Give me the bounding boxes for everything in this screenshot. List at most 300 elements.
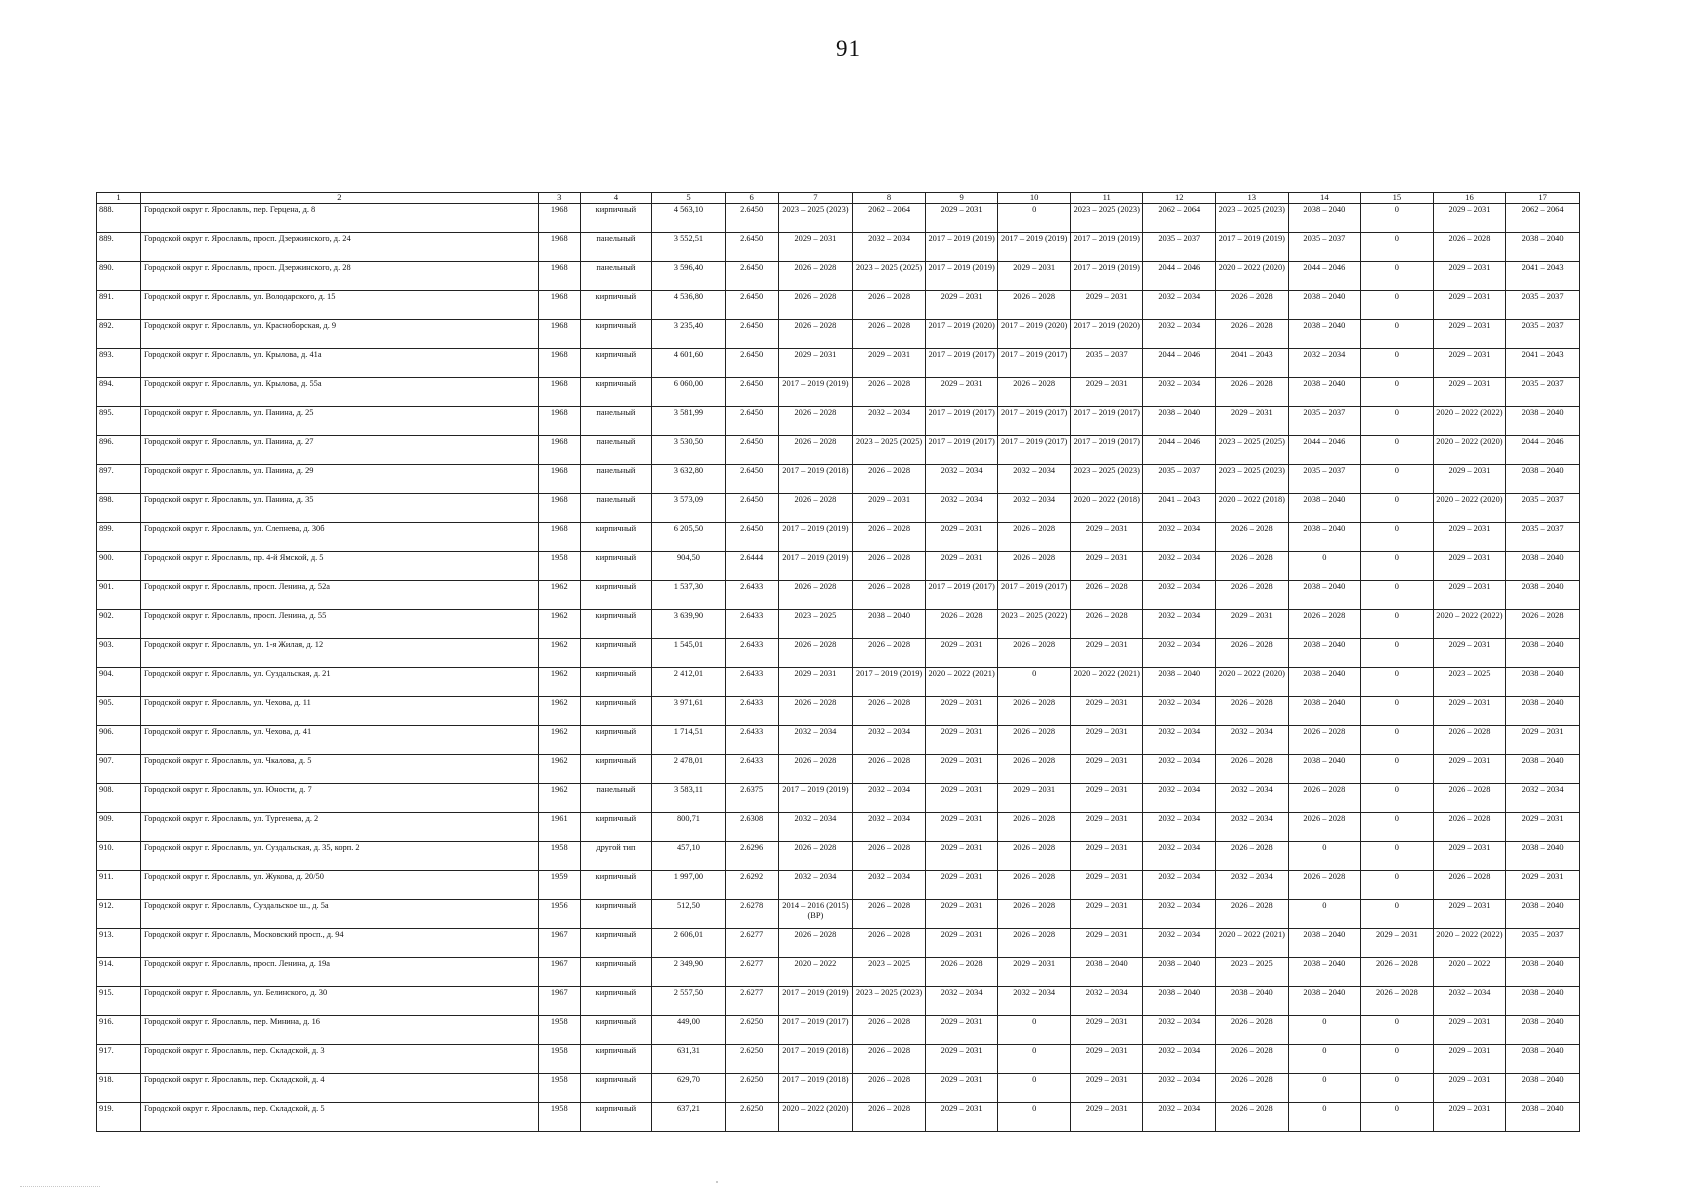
row-number: 908. [97,784,141,813]
cell-col-10: 2026 – 2028 [998,523,1071,552]
cell-col-8: 2026 – 2028 [853,1016,926,1045]
cell-col-8: 2032 – 2034 [853,726,926,755]
cell-col-11: 2038 – 2040 [1070,958,1143,987]
cell-col-5: 3 573,09 [652,494,726,523]
table-row [97,1103,1580,1132]
row-number: 919. [97,1103,141,1132]
cell-col-4: панельный [580,436,651,465]
cell-col-9: 2029 – 2031 [925,1045,998,1074]
cell-col-8: 2026 – 2028 [853,465,926,494]
cell-col-6: 2.6450 [725,378,778,407]
cell-col-10: 0 [998,1074,1071,1103]
cell-col-4: кирпичный [580,726,651,755]
cell-col-11: 2029 – 2031 [1070,291,1143,320]
cell-col-12: 2032 – 2034 [1143,1074,1216,1103]
cell-col-3: 1968 [538,436,580,465]
cell-col-7: 2026 – 2028 [778,697,853,726]
cell-col-9: 2017 – 2019 (2017) [925,581,998,610]
cell-col-16: 2029 – 2031 [1433,204,1506,233]
cell-col-9: 2029 – 2031 [925,726,998,755]
cell-col-5: 3 971,61 [652,697,726,726]
table-row [97,1045,1580,1074]
row-number: 903. [97,639,141,668]
column-header-17: 17 [1506,193,1580,204]
cell-col-6: 2.6450 [725,233,778,262]
cell-col-6: 2.6277 [725,929,778,958]
cell-col-16: 2026 – 2028 [1433,813,1506,842]
cell-col-11: 2029 – 2031 [1070,755,1143,784]
cell-col-10: 2017 – 2019 (2019) [998,233,1071,262]
column-header-16: 16 [1433,193,1506,204]
cell-col-8: 2026 – 2028 [853,929,926,958]
cell-col-4: кирпичный [580,1103,651,1132]
cell-col-3: 1958 [538,1016,580,1045]
cell-col-15: 0 [1361,639,1434,668]
row-number: 915. [97,987,141,1016]
cell-col-5: 3 235,40 [652,320,726,349]
cell-col-7: 2017 – 2019 (2019) [778,552,853,581]
cell-col-6: 2.6308 [725,813,778,842]
cell-col-14: 2026 – 2028 [1288,726,1361,755]
cell-col-11: 2029 – 2031 [1070,784,1143,813]
cell-col-14: 0 [1288,1103,1361,1132]
cell-col-17: 2038 – 2040 [1506,1016,1580,1045]
address-cell: Городской округ г. Ярославль, Суздальское ш., д. 5а [140,900,538,929]
cell-col-16: 2026 – 2028 [1433,871,1506,900]
table-row [97,465,1580,494]
cell-col-9: 2032 – 2034 [925,987,998,1016]
cell-col-11: 2029 – 2031 [1070,639,1143,668]
cell-col-16: 2029 – 2031 [1433,1016,1506,1045]
cell-col-14: 2038 – 2040 [1288,639,1361,668]
table-row [97,1016,1580,1045]
cell-col-5: 4 563,10 [652,204,726,233]
address-cell: Городской округ г. Ярославль, пер. Складской, д. 4 [140,1074,538,1103]
address-cell: Городской округ г. Ярославль, ул. Панина, д. 35 [140,494,538,523]
cell-col-16: 2029 – 2031 [1433,320,1506,349]
cell-col-8: 2062 – 2064 [853,204,926,233]
cell-col-5: 904,50 [652,552,726,581]
cell-col-9: 2017 – 2019 (2017) [925,436,998,465]
cell-col-7: 2026 – 2028 [778,842,853,871]
table-row [97,523,1580,552]
cell-col-13: 2032 – 2034 [1216,871,1289,900]
cell-col-10: 2029 – 2031 [998,262,1071,291]
cell-col-17: 2038 – 2040 [1506,407,1580,436]
row-number: 889. [97,233,141,262]
row-number: 901. [97,581,141,610]
cell-col-3: 1968 [538,349,580,378]
cell-col-6: 2.6292 [725,871,778,900]
table-row [97,233,1580,262]
cell-col-10: 2026 – 2028 [998,552,1071,581]
cell-col-9: 2029 – 2031 [925,291,998,320]
address-cell: Городской округ г. Ярославль, ул. Белинского, д. 30 [140,987,538,1016]
cell-col-7: 2029 – 2031 [778,349,853,378]
cell-col-17: 2038 – 2040 [1506,581,1580,610]
cell-col-10: 0 [998,668,1071,697]
row-number: 902. [97,610,141,639]
cell-col-7: 2032 – 2034 [778,813,853,842]
cell-col-11: 2017 – 2019 (2019) [1070,233,1143,262]
page-number: 91 [836,36,861,61]
cell-col-14: 2038 – 2040 [1288,494,1361,523]
cell-col-11: 2029 – 2031 [1070,1103,1143,1132]
cell-col-14: 2038 – 2040 [1288,929,1361,958]
cell-col-4: кирпичный [580,755,651,784]
cell-col-11: 2029 – 2031 [1070,523,1143,552]
cell-col-8: 2032 – 2034 [853,871,926,900]
cell-col-10: 0 [998,1103,1071,1132]
cell-col-10: 0 [998,204,1071,233]
cell-col-5: 2 606,01 [652,929,726,958]
address-cell: Городской округ г. Ярославль, просп. Ленина, д. 52а [140,581,538,610]
cell-col-6: 2.6277 [725,958,778,987]
cell-col-4: кирпичный [580,958,651,987]
cell-col-5: 637,21 [652,1103,726,1132]
cell-col-12: 2032 – 2034 [1143,1016,1216,1045]
cell-col-7: 2017 – 2019 (2019) [778,987,853,1016]
cell-col-6: 2.6450 [725,523,778,552]
cell-col-8: 2026 – 2028 [853,552,926,581]
address-cell: Городской округ г. Ярославль, ул. Крылова, д. 55а [140,378,538,407]
cell-col-15: 0 [1361,726,1434,755]
cell-col-9: 2029 – 2031 [925,523,998,552]
cell-col-15: 0 [1361,1016,1434,1045]
address-cell: Городской округ г. Ярославль, пр. 4-й Ямской, д. 5 [140,552,538,581]
cell-col-17: 2038 – 2040 [1506,755,1580,784]
row-number: 892. [97,320,141,349]
cell-col-17: 2035 – 2037 [1506,523,1580,552]
cell-col-13: 2020 – 2022 (2020) [1216,262,1289,291]
cell-col-9: 2029 – 2031 [925,900,998,929]
cell-col-15: 0 [1361,610,1434,639]
table-row [97,204,1580,233]
address-cell: Городской округ г. Ярославль, ул. Володарского, д. 15 [140,291,538,320]
cell-col-4: кирпичный [580,1016,651,1045]
cell-col-14: 2038 – 2040 [1288,291,1361,320]
cell-col-10: 2026 – 2028 [998,697,1071,726]
cell-col-13: 2041 – 2043 [1216,349,1289,378]
cell-col-4: кирпичный [580,378,651,407]
column-header-12: 12 [1143,193,1216,204]
address-cell: Городской округ г. Ярославль, ул. Слепнева, д. 30б [140,523,538,552]
cell-col-13: 2023 – 2025 (2025) [1216,436,1289,465]
scan-artifact-dot [716,1181,718,1183]
column-header-2: 2 [140,193,538,204]
cell-col-11: 2020 – 2022 (2018) [1070,494,1143,523]
cell-col-8: 2029 – 2031 [853,349,926,378]
cell-col-7: 2020 – 2022 (2020) [778,1103,853,1132]
cell-col-3: 1958 [538,842,580,871]
table-row [97,697,1580,726]
cell-col-17: 2038 – 2040 [1506,697,1580,726]
cell-col-14: 0 [1288,1074,1361,1103]
table-row [97,552,1580,581]
cell-col-3: 1967 [538,929,580,958]
cell-col-3: 1958 [538,1045,580,1074]
cell-col-9: 2029 – 2031 [925,378,998,407]
cell-col-8: 2026 – 2028 [853,378,926,407]
cell-col-12: 2044 – 2046 [1143,262,1216,291]
cell-col-12: 2032 – 2034 [1143,784,1216,813]
cell-col-16: 2026 – 2028 [1433,726,1506,755]
address-cell: Городской округ г. Ярославль, ул. 1-я Жилая, д. 12 [140,639,538,668]
cell-col-6: 2.6450 [725,204,778,233]
cell-col-7: 2026 – 2028 [778,291,853,320]
cell-col-11: 2023 – 2025 (2023) [1070,204,1143,233]
cell-col-11: 2029 – 2031 [1070,697,1143,726]
address-cell: Городской округ г. Ярославль, ул. Суздальская, д. 35, корп. 2 [140,842,538,871]
cell-col-15: 0 [1361,407,1434,436]
cell-col-6: 2.6450 [725,262,778,291]
cell-col-10: 2017 – 2019 (2017) [998,436,1071,465]
cell-col-7: 2017 – 2019 (2018) [778,1045,853,1074]
cell-col-15: 0 [1361,262,1434,291]
cell-col-7: 2029 – 2031 [778,233,853,262]
cell-col-12: 2032 – 2034 [1143,639,1216,668]
cell-col-12: 2038 – 2040 [1143,987,1216,1016]
cell-col-5: 2 412,01 [652,668,726,697]
cell-col-13: 2026 – 2028 [1216,900,1289,929]
row-number: 904. [97,668,141,697]
cell-col-12: 2032 – 2034 [1143,755,1216,784]
cell-col-12: 2038 – 2040 [1143,407,1216,436]
cell-col-17: 2038 – 2040 [1506,842,1580,871]
cell-col-17: 2038 – 2040 [1506,552,1580,581]
header-row [97,193,1580,204]
cell-col-16: 2029 – 2031 [1433,842,1506,871]
cell-col-9: 2029 – 2031 [925,842,998,871]
cell-col-3: 1968 [538,494,580,523]
cell-col-3: 1961 [538,813,580,842]
cell-col-15: 0 [1361,813,1434,842]
cell-col-16: 2020 – 2022 (2022) [1433,407,1506,436]
cell-col-10: 2026 – 2028 [998,639,1071,668]
cell-col-16: 2023 – 2025 [1433,668,1506,697]
row-number: 896. [97,436,141,465]
cell-col-17: 2026 – 2028 [1506,610,1580,639]
cell-col-8: 2026 – 2028 [853,697,926,726]
cell-col-4: кирпичный [580,610,651,639]
row-number: 894. [97,378,141,407]
cell-col-4: кирпичный [580,697,651,726]
column-header-10: 10 [998,193,1071,204]
address-cell: Городской округ г. Ярославль, просп. Дзержинского, д. 24 [140,233,538,262]
cell-col-11: 2023 – 2025 (2023) [1070,465,1143,494]
cell-col-13: 2026 – 2028 [1216,1045,1289,1074]
cell-col-8: 2017 – 2019 (2019) [853,668,926,697]
cell-col-13: 2032 – 2034 [1216,784,1289,813]
address-cell: Городской округ г. Ярославль, просп. Ленина, д. 55 [140,610,538,639]
cell-col-15: 0 [1361,552,1434,581]
cell-col-4: кирпичный [580,581,651,610]
cell-col-8: 2026 – 2028 [853,320,926,349]
address-cell: Городской округ г. Ярославль, ул. Крылова, д. 41а [140,349,538,378]
cell-col-4: кирпичный [580,552,651,581]
cell-col-8: 2026 – 2028 [853,1074,926,1103]
cell-col-12: 2032 – 2034 [1143,900,1216,929]
table-row [97,291,1580,320]
cell-col-7: 2026 – 2028 [778,929,853,958]
cell-col-6: 2.6450 [725,494,778,523]
cell-col-16: 2029 – 2031 [1433,378,1506,407]
cell-col-4: кирпичный [580,871,651,900]
cell-col-5: 3 583,11 [652,784,726,813]
cell-col-13: 2023 – 2025 (2023) [1216,465,1289,494]
cell-col-3: 1962 [538,581,580,610]
cell-col-12: 2044 – 2046 [1143,349,1216,378]
column-header-13: 13 [1216,193,1289,204]
row-number: 906. [97,726,141,755]
address-cell: Городской округ г. Ярославль, ул. Юности, д. 7 [140,784,538,813]
cell-col-13: 2038 – 2040 [1216,987,1289,1016]
cell-col-7: 2026 – 2028 [778,639,853,668]
cell-col-17: 2038 – 2040 [1506,1045,1580,1074]
cell-col-6: 2.6433 [725,697,778,726]
cell-col-4: кирпичный [580,1045,651,1074]
row-number: 907. [97,755,141,784]
cell-col-8: 2026 – 2028 [853,291,926,320]
cell-col-15: 0 [1361,1045,1434,1074]
table-row [97,726,1580,755]
cell-col-7: 2032 – 2034 [778,726,853,755]
cell-col-10: 2026 – 2028 [998,900,1071,929]
table-row [97,378,1580,407]
cell-col-5: 2 478,01 [652,755,726,784]
cell-col-14: 2038 – 2040 [1288,755,1361,784]
cell-col-17: 2041 – 2043 [1506,349,1580,378]
row-number: 898. [97,494,141,523]
cell-col-8: 2032 – 2034 [853,813,926,842]
cell-col-7: 2026 – 2028 [778,407,853,436]
address-cell: Городской округ г. Ярославль, ул. Суздальская, д. 21 [140,668,538,697]
cell-col-13: 2023 – 2025 [1216,958,1289,987]
cell-col-4: кирпичный [580,668,651,697]
table-row [97,755,1580,784]
cell-col-8: 2026 – 2028 [853,755,926,784]
cell-col-7: 2017 – 2019 (2019) [778,784,853,813]
cell-col-13: 2026 – 2028 [1216,1103,1289,1132]
cell-col-11: 2029 – 2031 [1070,1074,1143,1103]
cell-col-13: 2026 – 2028 [1216,291,1289,320]
cell-col-15: 0 [1361,320,1434,349]
cell-col-8: 2029 – 2031 [853,494,926,523]
column-header-15: 15 [1361,193,1434,204]
cell-col-3: 1962 [538,755,580,784]
cell-col-16: 2029 – 2031 [1433,465,1506,494]
table-row [97,639,1580,668]
cell-col-13: 2026 – 2028 [1216,1074,1289,1103]
cell-col-16: 2029 – 2031 [1433,523,1506,552]
cell-col-5: 629,70 [652,1074,726,1103]
cell-col-6: 2.6277 [725,987,778,1016]
cell-col-15: 2026 – 2028 [1361,958,1434,987]
cell-col-13: 2026 – 2028 [1216,1016,1289,1045]
cell-col-4: панельный [580,407,651,436]
cell-col-10: 2029 – 2031 [998,958,1071,987]
cell-col-11: 2020 – 2022 (2021) [1070,668,1143,697]
cell-col-6: 2.6296 [725,842,778,871]
cell-col-16: 2026 – 2028 [1433,233,1506,262]
cell-col-5: 3 596,40 [652,262,726,291]
cell-col-6: 2.6433 [725,639,778,668]
cell-col-5: 1 545,01 [652,639,726,668]
cell-col-15: 0 [1361,494,1434,523]
table-row [97,407,1580,436]
cell-col-9: 2029 – 2031 [925,929,998,958]
cell-col-17: 2038 – 2040 [1506,668,1580,697]
cell-col-6: 2.6433 [725,755,778,784]
cell-col-12: 2032 – 2034 [1143,291,1216,320]
row-number: 910. [97,842,141,871]
cell-col-17: 2035 – 2037 [1506,378,1580,407]
cell-col-9: 2029 – 2031 [925,552,998,581]
cell-col-8: 2023 – 2025 (2025) [853,436,926,465]
cell-col-14: 2038 – 2040 [1288,987,1361,1016]
address-cell: Городской округ г. Ярославль, ул. Панина, д. 27 [140,436,538,465]
cell-col-17: 2029 – 2031 [1506,813,1580,842]
cell-col-5: 1 537,30 [652,581,726,610]
cell-col-14: 2026 – 2028 [1288,610,1361,639]
cell-col-5: 2 557,50 [652,987,726,1016]
cell-col-12: 2032 – 2034 [1143,842,1216,871]
cell-col-6: 2.6450 [725,436,778,465]
column-header-8: 8 [853,193,926,204]
address-cell: Городской округ г. Ярославль, ул. Красноборская, д. 9 [140,320,538,349]
cell-col-9: 2020 – 2022 (2021) [925,668,998,697]
cell-col-15: 0 [1361,378,1434,407]
cell-col-9: 2026 – 2028 [925,610,998,639]
address-cell: Городской округ г. Ярославль, пер. Складской, д. 3 [140,1045,538,1074]
cell-col-11: 2029 – 2031 [1070,871,1143,900]
cell-col-13: 2026 – 2028 [1216,320,1289,349]
cell-col-15: 0 [1361,291,1434,320]
cell-col-4: панельный [580,494,651,523]
table-row [97,349,1580,378]
cell-col-17: 2032 – 2034 [1506,784,1580,813]
cell-col-12: 2032 – 2034 [1143,523,1216,552]
cell-col-3: 1959 [538,871,580,900]
cell-col-13: 2026 – 2028 [1216,552,1289,581]
cell-col-9: 2029 – 2031 [925,1103,998,1132]
cell-col-11: 2029 – 2031 [1070,726,1143,755]
cell-col-17: 2035 – 2037 [1506,320,1580,349]
cell-col-3: 1962 [538,726,580,755]
cell-col-15: 0 [1361,668,1434,697]
cell-col-15: 0 [1361,436,1434,465]
cell-col-16: 2029 – 2031 [1433,1074,1506,1103]
cell-col-9: 2017 – 2019 (2017) [925,407,998,436]
cell-col-15: 2026 – 2028 [1361,987,1434,1016]
cell-col-13: 2020 – 2022 (2020) [1216,668,1289,697]
cell-col-7: 2023 – 2025 [778,610,853,639]
cell-col-12: 2032 – 2034 [1143,929,1216,958]
cell-col-4: панельный [580,784,651,813]
cell-col-3: 1958 [538,552,580,581]
table-row [97,987,1580,1016]
cell-col-16: 2029 – 2031 [1433,552,1506,581]
cell-col-6: 2.6444 [725,552,778,581]
cell-col-10: 2017 – 2019 (2017) [998,581,1071,610]
cell-col-6: 2.6250 [725,1074,778,1103]
row-number: 916. [97,1016,141,1045]
cell-col-9: 2029 – 2031 [925,1074,998,1103]
cell-col-9: 2029 – 2031 [925,1016,998,1045]
row-number: 899. [97,523,141,552]
cell-col-12: 2038 – 2040 [1143,668,1216,697]
cell-col-14: 2026 – 2028 [1288,784,1361,813]
